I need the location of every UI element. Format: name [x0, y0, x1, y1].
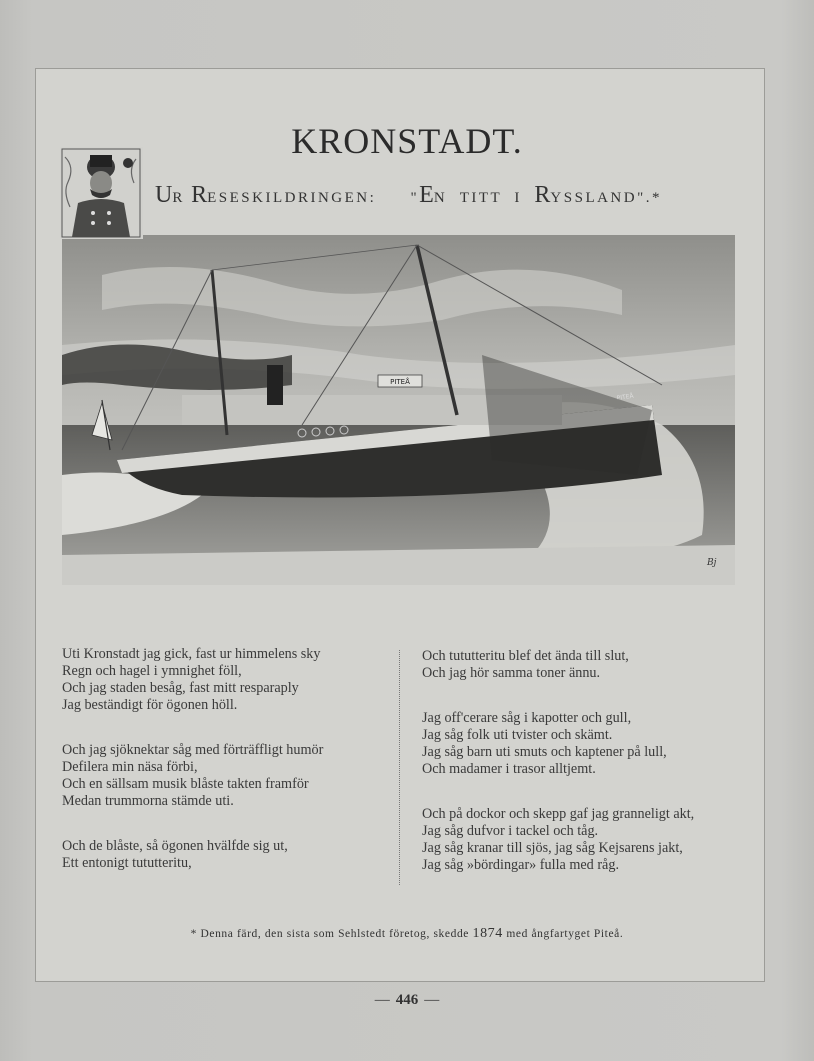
poem-line: Defilera min näsa förbi,: [62, 759, 198, 775]
subtitle-q4-rest: YSSLAND: [550, 190, 638, 206]
subtitle-cap-e: E: [419, 182, 434, 208]
stanza: [422, 710, 752, 778]
poem-line: Jag beständigt för ögonen höll.: [62, 697, 238, 713]
subtitle-q2: TITT: [459, 190, 502, 206]
subtitle-quote-close: ".*: [637, 190, 662, 206]
subtitle-q1-rest: N: [433, 190, 448, 206]
poem-line: Regn och hagel i ymnighet föll,: [62, 663, 242, 679]
subtitle-word2-rest: ESESKILDRINGEN:: [207, 190, 377, 206]
footnote-star: *: [190, 928, 197, 940]
page-number: [0, 992, 814, 1009]
poem-line: Och jag sjöknektar såg med förträffligt humör: [62, 742, 324, 758]
footnote-text-before: Denna färd, den sista som Sehlstedt företog, skedde: [200, 928, 469, 940]
subtitle-q3: I: [514, 190, 522, 206]
poem-line: Jag off'cerare såg i kapotter och gull,: [422, 710, 632, 726]
poem-line: Och jag staden besåg, fast mitt resparaply: [62, 680, 299, 696]
poem-right-column: [422, 648, 752, 902]
column-divider: [399, 650, 400, 885]
poem-line: Jag såg barn uti smuts och kaptener på lull,: [422, 744, 667, 760]
page-title: KRONSTADT.: [291, 121, 523, 161]
subtitle-cap-r: R: [191, 182, 208, 208]
stanza: [62, 646, 387, 714]
page-number-value: 446: [395, 992, 419, 1008]
page-number-dash-left: —: [374, 992, 390, 1008]
poem-line: Jag såg dufvor i tackel och tåg.: [422, 823, 599, 839]
poem-line: Och de blåste, så ögonen hvälfde sig ut,: [62, 838, 288, 854]
poem-line: Uti Kronstadt jag gick, fast ur himmelens sky: [62, 646, 321, 662]
artist-signature: Bj: [707, 558, 717, 568]
poem-line: Och en sällsam musik blåste takten framför: [62, 776, 309, 792]
steamship-illustration: [62, 235, 735, 585]
stanza: [422, 648, 752, 682]
poem-line: Medan trummorna stämde uti.: [62, 793, 234, 809]
subtitle-word1-rest: R: [172, 190, 185, 206]
ship-nameboard: PITEÅ: [390, 378, 410, 386]
footnote-text-after: med ångfartyget Piteå.: [506, 928, 624, 940]
stanza: [422, 806, 752, 874]
poem-line: Jag såg folk uti tvister och skämt.: [422, 727, 613, 743]
footnote-year: 1874: [472, 926, 503, 941]
stanza: [62, 838, 387, 872]
portrait-vignette: [60, 147, 143, 239]
subtitle-quote-open: ": [410, 190, 420, 206]
poem-line: Ett entonigt tututteritu,: [62, 855, 192, 871]
hull-nameplate: PITEÅ: [616, 392, 635, 402]
poem-line: Och på dockor och skepp gaf jag granneligt akt,: [422, 806, 695, 822]
poem-line: Och jag hör samma toner ännu.: [422, 665, 601, 681]
poem-line: Och madamer i trasor alltjemt.: [422, 761, 596, 777]
poem-line: Och tututteritu blef det ända till slut,: [422, 648, 629, 664]
subtitle-cap-u: U: [155, 182, 173, 208]
poem-line: Jag såg »bördingar» fulla med råg.: [422, 857, 619, 873]
subtitle-cap-r2: R: [534, 182, 551, 208]
subtitle: [155, 182, 662, 209]
footnote: [0, 926, 814, 942]
poem-left-column: [62, 646, 387, 900]
page-number-dash-right: —: [424, 992, 440, 1008]
stanza: [62, 742, 387, 810]
poem-line: Jag såg kranar till sjös, jag såg Kejsarens jakt,: [422, 840, 683, 856]
